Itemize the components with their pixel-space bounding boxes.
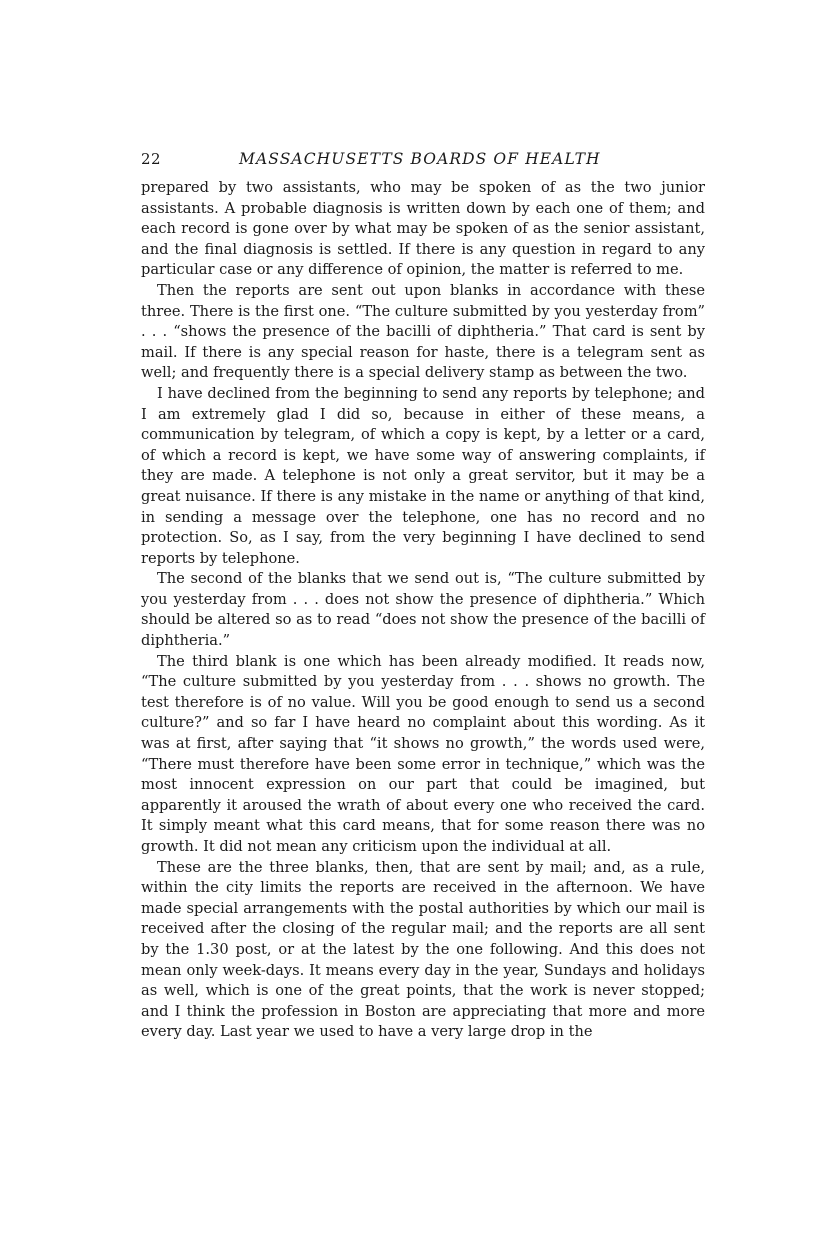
body-text: [141, 178, 705, 1043]
book-page: [141, 150, 705, 1043]
page-number: 22: [141, 150, 162, 168]
paragraph-mail-delivery: These are the three blanks, then, that are sent by mail; and, as a rule, within the city limits the reports are received in the afternoon. We have made special arrangements with the postal authorities by which our mail is received after the closing of the regular mail; and the reports are all sent by the 1.30 post, or at the latest by the one following. And this does not mean only week-days. It means every day in the year, Sundays and holidays as well, which is one of the great points, that the work is never stopped; and I think the profession in Boston are appreciating that more and more every day. Last year we used to have a very large drop in the: [141, 858, 705, 1041]
paragraph-report-blanks: Then the reports are sent out upon blanks in accordance with these three. There is the first one. “The culture submitted by you yesterday from” . . . “shows the presence of the bacilli of diphtheria.” That card is sent by mail. If there is any special reason for haste, there is a telegram sent as well; and frequently there is a special delivery stamp as between the two.: [141, 281, 705, 382]
paragraph-telephone: I have declined from the beginning to send any reports by telephone; and I am extremely glad I did so, because in either of these means, a communication by telegram, of which a copy is kept, by a letter or a card, of which a record is kept, we have some way of answering complaints, if they are made. A telephone is not only a great servitor, but it may be a great nuisance. If there is any mistake in the name or anything of that kind, in sending a message over the telephone, one has no record and no protection. So, as I say, from the very beginning I have declined to send reports by telephone.: [141, 384, 705, 567]
running-title: MASSACHUSETTS BOARDS OF HEALTH: [239, 150, 601, 168]
paragraph-second-blank: The second of the blanks that we send out is, “The culture submitted by you yesterday from . . . does not show the presence of diphtheria.” Which should be altered so as to read “does not show the presence of the bacilli of diphtheria.”: [141, 570, 705, 650]
paragraph-third-blank: The third blank is one which has been already modified. It reads now, “The culture submitted by you yesterday from . . . shows no growth. The test therefore is of no value. Will you be good enough to send us a second culture?” and so far I have heard no complaint about this wording. As it was at first, after saying that “it shows no growth,” the words used were, “There must therefore have been some error in technique,” which was the most innocent expression on our part that could be imagined, but apparently it aroused the wrath of about every one who received the card. It simply meant what this card means, that for some reason there was no growth. It did not mean any criticism upon the individual at all.: [141, 652, 705, 855]
paragraph-continued: prepared by two assistants, who may be spoken of as the two junior assistants. A probable diagnosis is written down by each one of them; and each record is gone over by what may be spoken of as the senior assistant, and the final diagnosis is settled. If there is any question in regard to any particular case or any difference of opinion, the matter is referred to me.: [141, 179, 705, 279]
running-head: [141, 150, 705, 174]
